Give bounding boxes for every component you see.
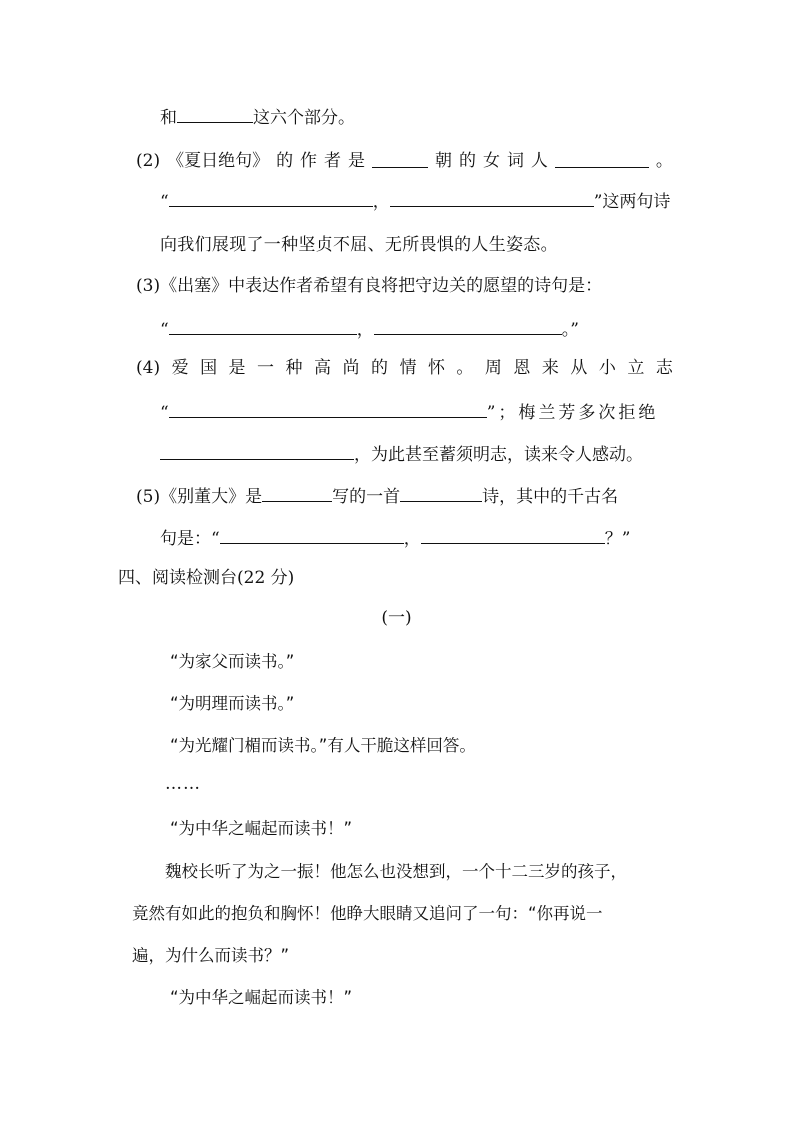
q5-type-blank[interactable] — [400, 483, 482, 502]
section-heading: 四、阅读检测台(22 分) — [118, 568, 295, 588]
q4-char: 国 — [200, 358, 218, 378]
q4-char: 的 — [370, 358, 388, 378]
q2-char: 的 — [458, 151, 476, 171]
q5-verse-blank-1[interactable] — [220, 525, 404, 544]
q5-close: ？” — [604, 529, 631, 549]
passage-line: “为明理而读书。” — [170, 694, 295, 713]
q2-verse-blank-1[interactable] — [169, 188, 373, 207]
q2-char: 女 — [482, 151, 500, 171]
q5-author-blank[interactable] — [262, 483, 332, 502]
q2-verse-blank-2[interactable] — [390, 188, 594, 207]
q4-answer-blank[interactable] — [160, 441, 354, 460]
q4-char: 怀 — [427, 358, 445, 378]
q4-char: 情 — [399, 358, 417, 378]
q4-char: 尚 — [342, 358, 360, 378]
q4-char: 从 — [570, 358, 588, 378]
passage-line: 魏校长听了为之一振！他怎么也没想到，一个十二三岁的孩子， — [165, 862, 627, 881]
question-3-line-1: (3)《出塞》中表达作者希望有良将把守边关的愿望的诗句是： — [136, 276, 603, 296]
q4-number: (4) — [136, 358, 161, 378]
q4-char: 是 — [228, 358, 246, 378]
q4-quote-open: “ — [160, 403, 169, 423]
passage-line: 竟然有如此的抱负和胸怀！他睁大眼睛又追问了一句：“你再说一 — [132, 904, 603, 923]
subsection-heading: (一) — [381, 608, 412, 628]
passage-line: “为光耀门楣而读书。”有人干脆这样回答。 — [170, 736, 476, 755]
q5-end: 诗，其中的千古名 — [482, 487, 619, 507]
question-4-line-3 — [160, 441, 643, 467]
q2-char: 人 — [530, 151, 548, 171]
q2-char: 朝 — [434, 151, 452, 171]
passage-line: “为中华之崛起而读书！” — [170, 819, 353, 838]
q2-char: 的 — [276, 151, 294, 171]
q1-answer-blank[interactable] — [177, 104, 253, 123]
passage-ellipsis: …… — [165, 774, 201, 794]
q3-comma: ， — [356, 320, 374, 340]
q1-text-after: 这六个部分。 — [253, 108, 355, 128]
question-2-line-2 — [160, 188, 670, 214]
q4-char: 恩 — [513, 358, 531, 378]
q2-char: 词 — [506, 151, 524, 171]
passage-line: 遍，为什么而读书？” — [132, 946, 290, 965]
q2-dynasty-blank[interactable] — [372, 149, 428, 168]
q4-char: 种 — [285, 358, 303, 378]
q2-quote-open: “ — [160, 192, 169, 212]
q4-char: 志 — [655, 358, 673, 378]
q5-verse-blank-2[interactable] — [421, 525, 605, 544]
q3-close: 。” — [561, 320, 579, 340]
q3-verse-blank-2[interactable] — [374, 316, 562, 335]
question-2-line-3: 向我们展现了一种坚贞不屈、无所畏惧的人生姿态。 — [160, 235, 558, 255]
question-3-line-2 — [160, 316, 579, 342]
q5-comma: ， — [403, 529, 421, 549]
q4-verse-blank[interactable] — [169, 399, 487, 418]
question-1-end — [160, 104, 355, 130]
q2-comma: ， — [372, 192, 390, 212]
q4-char: 高 — [314, 358, 331, 378]
q4-line3-text: ，为此甚至蓄须明志，读来令人感动。 — [354, 445, 643, 465]
q2-quote-close: ”这两句诗 — [593, 192, 671, 212]
q4-after-quote: ”；梅兰芳多次拒绝 — [486, 403, 659, 423]
q3-verse-blank-1[interactable] — [169, 316, 357, 335]
q1-text-before: 和 — [160, 108, 177, 128]
q4-char: 小 — [598, 358, 616, 378]
q2-author-blank[interactable] — [555, 149, 649, 168]
q2-char: 。 — [655, 151, 673, 171]
q4-char: 来 — [541, 358, 559, 378]
q5-mid: 写的一首 — [332, 487, 401, 507]
passage-line: “为家父而读书。” — [170, 652, 295, 671]
q2-number: (2) — [136, 151, 161, 171]
q2-book: 《夏日绝句》 — [167, 151, 270, 171]
q4-char: 爱 — [171, 358, 189, 378]
q4-char: 周 — [484, 358, 502, 378]
q5-book: 《别董大》是 — [160, 487, 263, 507]
question-5-line-2 — [160, 525, 630, 551]
q5-number: (5) — [136, 487, 161, 507]
passage-line: “为中华之崛起而读书！” — [170, 988, 353, 1007]
q2-char: 者 — [324, 151, 342, 171]
q4-char: 立 — [627, 358, 645, 378]
question-5-line-1 — [136, 483, 618, 509]
question-4-line-1 — [136, 356, 673, 380]
q4-char: 。 — [456, 358, 474, 378]
question-4-line-2 — [160, 399, 658, 425]
q3-quote-open: “ — [160, 320, 169, 340]
q4-char: 一 — [257, 358, 275, 378]
question-2-line-1 — [136, 149, 673, 173]
q5-line2-start: 句是：“ — [160, 529, 220, 549]
q2-char: 是 — [348, 151, 366, 171]
q2-char: 作 — [300, 151, 318, 171]
